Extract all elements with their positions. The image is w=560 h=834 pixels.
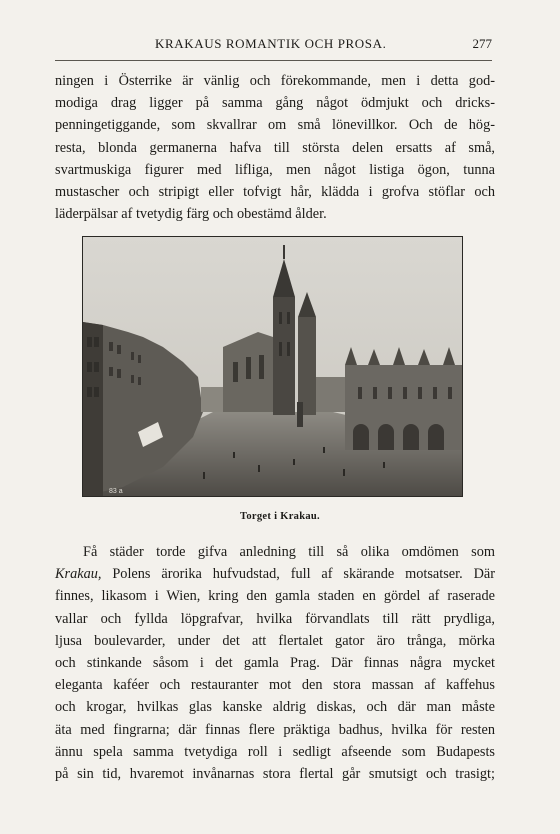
italic-place-name: Krakau,	[55, 566, 102, 583]
text-line: modiga drag ligger på samma gång något ödmjukt och dricks-	[55, 95, 495, 112]
text-line	[55, 563, 495, 585]
text-line: ännu spela samma tvetydiga roll i sedligt afseende som Budapests	[55, 743, 495, 760]
text-line: penningetiggande, som skvallrar om små lönevillkor. Och de hög-	[55, 117, 495, 134]
text-line: ljusa boulevarder, under det att flertalet gator äro trånga, mörka	[55, 632, 495, 649]
page-number: 277	[472, 36, 492, 51]
text-line: finnes, likasom i Wien, kring den gamla staden en gördel af raserade	[55, 588, 495, 605]
text-line: och stinkande såsom i det gamla Prag. Där finnas några mycket	[55, 655, 495, 672]
text-line: vallar och fyllda löpgrafvar, hvilka förvandlats till rätt prydliga,	[55, 610, 495, 627]
text-line: mustascher och stripigt eller tofvigt hår, klädda i grofva stöflar och	[55, 184, 495, 201]
market-square-illustration	[82, 236, 463, 497]
text-line: äta med fingrarna; där finnas flere präktiga badhus, hvilka för resten	[55, 721, 495, 738]
paragraph-1	[55, 70, 495, 225]
header-rule	[55, 60, 492, 61]
text-line: eleganta kaféer och restauranter mot den stora massan af kaffehus	[55, 677, 495, 694]
text-line: och krogar, hvilkas glas kanske aldrig diskas, och där man måste	[55, 699, 495, 716]
running-head	[55, 36, 492, 56]
engraver-mark: 83 a	[109, 488, 123, 495]
engraving-image	[83, 237, 462, 496]
running-title: KRAKAUS ROMANTIK OCH PROSA.	[155, 36, 387, 51]
text-line: läderpälsar af tvetydig färg och obestämd ålder.	[55, 206, 327, 223]
text-line: på sin tid, hvaremot invånarnas stora flertal går smutsigt och trasigt;	[55, 766, 495, 783]
text-fragment: Polens ärorika hufvudstad, full af skärande motsatser. Där	[101, 566, 495, 583]
text-line: svartmuskiga figurer med lifliga, men något listiga ögon, tunna	[55, 161, 495, 178]
paragraph-2	[55, 541, 495, 785]
text-line: ningen i Österrike är vänlig och förekommande, men i detta god-	[55, 73, 495, 89]
figure-caption: Torget i Krakau.	[240, 511, 320, 522]
text-line: resta, blonda germanerna hafva till största delen ersatts af små,	[55, 139, 495, 156]
text-line: Få städer torde gifva anledning till så olika omdömen som	[83, 544, 495, 560]
